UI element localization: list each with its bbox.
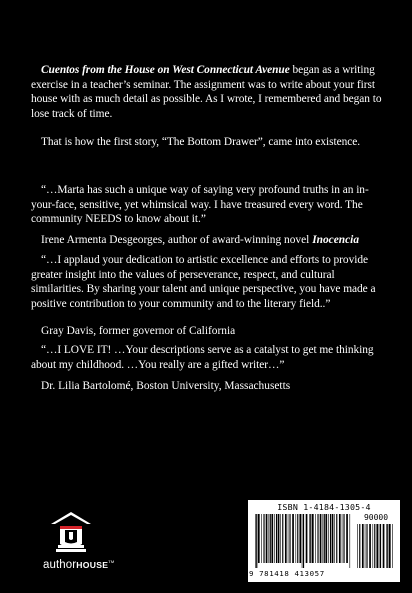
ean-bars — [254, 514, 352, 568]
barcode-bar — [374, 524, 375, 568]
barcode-bar — [342, 514, 343, 563]
barcode-bar — [362, 524, 364, 568]
barcode-bar — [312, 514, 314, 563]
barcode-bar — [269, 514, 270, 563]
barcode-bar — [255, 514, 256, 568]
barcode-bar — [266, 514, 268, 563]
barcode-bar — [383, 524, 385, 568]
barcode-bar — [357, 524, 358, 568]
barcode-bar — [330, 514, 331, 563]
barcode-bar — [369, 524, 371, 568]
testimonial-quote-1: “…Marta has such a unique way of saying very profound truths in an in-your-face, sensitive, yet whimsical way. I have treasured every word. The community NEEDS to know about it.” — [31, 184, 369, 226]
testimonial-attribution-2: Gray Davis, former governor of California — [41, 325, 236, 337]
barcode-bar — [323, 514, 324, 563]
barcode-bar — [379, 524, 380, 568]
barcode-bar — [386, 524, 387, 568]
barcode-bar — [376, 524, 378, 568]
barcode-bar — [285, 514, 287, 563]
authorhouse-logo-icon — [50, 510, 92, 554]
barcode-bar — [320, 514, 322, 563]
barcode-bar — [309, 514, 310, 563]
barcode-bar — [334, 514, 335, 563]
barcode-bar — [270, 514, 271, 563]
barcode-bar — [336, 514, 337, 563]
barcode-bar — [339, 514, 341, 563]
testimonial-quote-3: “…I LOVE IT! …Your descriptions serve as a catalyst to get me thinking about my childhood. …You really are a gifted writer…” — [31, 344, 374, 371]
isbn-label: ISBN 1-4184-1305-4 — [277, 502, 371, 512]
barcode-bar — [389, 524, 391, 568]
novel-title: Inocencia — [312, 234, 360, 246]
barcode-bar — [392, 524, 393, 568]
barcode-bar — [256, 514, 257, 568]
barcode-bar — [261, 514, 262, 563]
barcode-bar — [299, 514, 301, 563]
barcode-bar — [263, 514, 264, 563]
barcode-bar — [278, 514, 280, 563]
barcode-bar — [297, 514, 298, 563]
barcode-bar — [373, 524, 374, 568]
barcode-bar — [387, 524, 388, 568]
intro-text: began as a writing exercise in a teacher’s seminar. The assignment was to write about your first house with as much detail as possible. As I wrote, I remembered and began to lose track of time. — [31, 64, 382, 120]
barcode-bar — [296, 514, 297, 563]
testimonial-quote-2: “…I applaud your dedication to artistic excellence and efforts to provide greater insight into the values of perseverance, respect, and cultural similarities. By sharing your talent and unique perspective, you have made a positive contribution to your community and to the literary field..” — [31, 254, 376, 310]
barcode-bar — [343, 514, 344, 563]
testimonial-attribution-3: Dr. Lilia Bartolomé, Boston University, Massachusetts — [41, 380, 291, 392]
barcode-bar — [315, 514, 316, 563]
barcode-bar — [288, 514, 289, 563]
authorhouse-wordmark: authorHOUSE™ — [43, 559, 115, 571]
intro-paragraph — [31, 63, 387, 121]
barcode-bar — [325, 514, 327, 563]
barcode-bar — [271, 514, 273, 563]
barcode-bar — [302, 514, 303, 568]
barcode-bar — [292, 514, 294, 563]
barcode-bar — [332, 514, 334, 563]
barcode-bar — [346, 514, 348, 563]
barcode-bar — [289, 514, 290, 563]
barcode-bar — [276, 514, 277, 563]
addon-bars — [356, 524, 396, 568]
barcode-bar — [328, 514, 329, 563]
barcode-bar — [303, 514, 304, 568]
barcode-bar — [324, 514, 325, 563]
barcode-bar — [274, 514, 275, 563]
barcode-bar — [280, 514, 281, 563]
origin-paragraph: That is how the first story, “The Bottom Drawer”, came into existence. — [41, 136, 361, 148]
barcode-bar — [365, 524, 366, 568]
barcode-bar — [317, 514, 318, 563]
barcode-bar — [282, 514, 283, 563]
barcode-bar — [310, 514, 311, 563]
ean-number: 9 781418 413057 — [249, 569, 325, 578]
barcode-bar — [306, 514, 308, 563]
barcode-bar — [366, 524, 367, 568]
barcode-bar — [380, 524, 381, 568]
barcode-bar — [258, 514, 260, 563]
book-title: Cuentos from the House on West Connecticut Avenue — [41, 64, 290, 76]
barcode-bar — [350, 514, 351, 568]
isbn-barcode — [248, 500, 400, 582]
testimonial-attribution-1: Irene Armenta Desgeorges, author of award-winning novel Inocencia — [41, 234, 360, 246]
barcode-bar — [359, 524, 360, 568]
price-addon-number: 90000 — [363, 513, 389, 522]
